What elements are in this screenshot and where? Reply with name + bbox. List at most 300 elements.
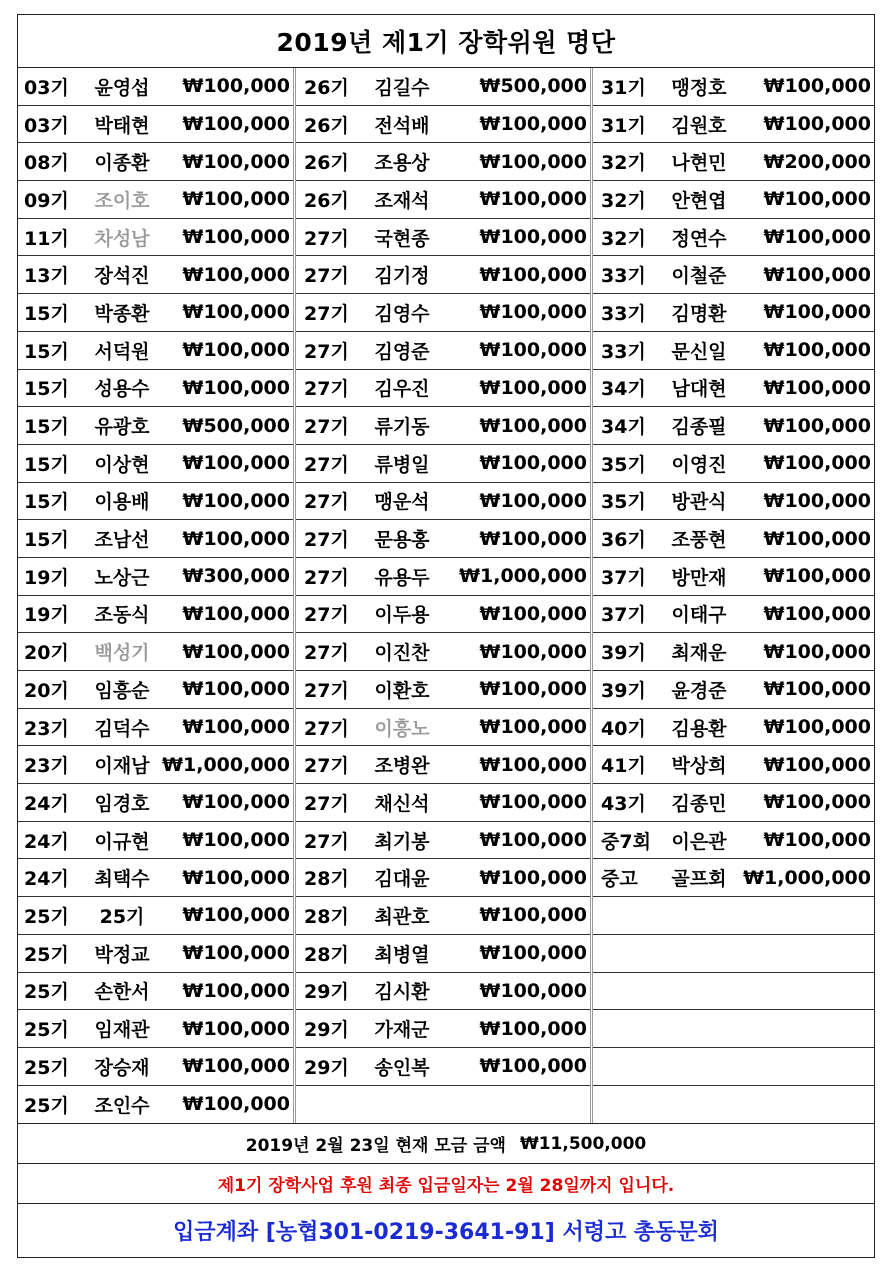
donor-generation: 26기 — [304, 114, 349, 137]
donor-row — [296, 784, 590, 822]
donor-row — [296, 106, 590, 144]
donor-name: 최택수 — [94, 868, 150, 891]
donor-amount: ₩100,000 — [763, 565, 871, 588]
donor-generation: 08기 — [24, 152, 69, 175]
donor-amount: ₩100,000 — [479, 640, 587, 663]
total-line — [18, 1124, 874, 1164]
donor-row — [18, 822, 293, 860]
donor-name: 김용환 — [671, 717, 727, 740]
donor-amount: ₩100,000 — [479, 263, 587, 286]
empty-row — [593, 973, 874, 1011]
donor-name: 유광호 — [94, 416, 150, 439]
donor-name: 임경호 — [94, 792, 150, 815]
donor-name: 문용홍 — [374, 529, 430, 552]
donor-row — [18, 332, 293, 370]
donor-row — [18, 709, 293, 747]
donor-row — [296, 370, 590, 408]
donor-row — [593, 746, 874, 784]
donor-row — [18, 219, 293, 257]
donor-name: 25기 — [99, 905, 145, 928]
donor-amount: ₩100,000 — [479, 376, 587, 399]
donor-name: 최병열 — [374, 943, 430, 966]
donor-amount: ₩100,000 — [182, 716, 290, 739]
donor-name: 방만재 — [671, 566, 727, 589]
donor-name: 송인복 — [374, 1056, 430, 1079]
donor-row — [18, 784, 293, 822]
donor-amount: ₩100,000 — [182, 942, 290, 965]
donor-name: 이환호 — [374, 679, 430, 702]
donor-amount: ₩100,000 — [479, 866, 587, 889]
donor-name: 이상현 — [94, 453, 150, 476]
donor-row — [18, 596, 293, 634]
donor-generation: 27기 — [304, 792, 349, 815]
donor-amount: ₩100,000 — [479, 942, 587, 965]
donor-generation: 15기 — [24, 302, 69, 325]
donor-amount: ₩1,000,000 — [459, 565, 587, 588]
donor-name: 조남선 — [94, 529, 150, 552]
donor-amount: ₩100,000 — [763, 188, 871, 211]
donor-row — [593, 106, 874, 144]
donor-generation: 중고 — [601, 868, 638, 891]
donor-amount: ₩100,000 — [479, 791, 587, 814]
empty-row — [593, 935, 874, 973]
donor-row — [296, 859, 590, 897]
donor-row — [18, 973, 293, 1011]
donor-amount: ₩100,000 — [763, 640, 871, 663]
donor-generation: 33기 — [601, 265, 646, 288]
donor-generation: 43기 — [601, 792, 646, 815]
donor-name: 조용상 — [374, 152, 430, 175]
donor-amount: ₩500,000 — [479, 75, 587, 98]
donor-amount: ₩100,000 — [182, 1017, 290, 1040]
donor-amount: ₩100,000 — [479, 829, 587, 852]
donor-amount: ₩100,000 — [182, 904, 290, 927]
empty-row — [593, 897, 874, 935]
donor-name: 김원호 — [671, 114, 727, 137]
donor-name: 이영진 — [671, 453, 727, 476]
donor-generation: 35기 — [601, 491, 646, 514]
donor-amount: ₩100,000 — [763, 602, 871, 625]
donor-column-3 — [590, 68, 874, 1123]
donor-generation: 03기 — [24, 76, 69, 99]
donor-amount: ₩100,000 — [479, 113, 587, 136]
donor-name: 이규현 — [94, 830, 150, 853]
donor-amount: ₩100,000 — [182, 150, 290, 173]
donor-row — [296, 822, 590, 860]
donor-amount: ₩100,000 — [182, 452, 290, 475]
donor-amount: ₩100,000 — [182, 527, 290, 550]
donor-row — [296, 219, 590, 257]
donor-row — [593, 219, 874, 257]
donor-amount: ₩1,000,000 — [162, 753, 290, 776]
donor-row — [296, 407, 590, 445]
donor-row — [18, 746, 293, 784]
donor-row — [296, 1010, 590, 1048]
donor-name: 조이호 — [94, 189, 150, 212]
donor-row — [18, 897, 293, 935]
donor-row — [18, 68, 293, 106]
donor-amount: ₩100,000 — [763, 113, 871, 136]
donor-row — [296, 332, 590, 370]
donor-row — [593, 822, 874, 860]
donor-name: 김우진 — [374, 378, 430, 401]
donor-name: 이흥노 — [374, 717, 430, 740]
donor-row — [296, 483, 590, 521]
donor-row — [18, 558, 293, 596]
donor-amount: ₩100,000 — [763, 301, 871, 324]
donor-generation: 27기 — [304, 642, 349, 665]
donor-amount: ₩100,000 — [763, 791, 871, 814]
donor-row — [593, 671, 874, 709]
donor-name: 이철준 — [671, 265, 727, 288]
donor-row — [296, 897, 590, 935]
donor-generation: 13기 — [24, 265, 69, 288]
donor-row — [593, 784, 874, 822]
donor-name: 문신일 — [671, 340, 727, 363]
empty-row — [296, 1086, 590, 1124]
donor-name: 박태현 — [94, 114, 150, 137]
donor-generation: 23기 — [24, 717, 69, 740]
donor-amount: ₩100,000 — [479, 527, 587, 550]
donor-amount: ₩100,000 — [479, 1055, 587, 1078]
donor-row — [18, 445, 293, 483]
donor-amount: ₩100,000 — [479, 753, 587, 776]
donor-name: 이용배 — [94, 491, 150, 514]
donor-row — [296, 181, 590, 219]
donor-row — [18, 256, 293, 294]
donor-generation: 39기 — [601, 642, 646, 665]
donor-row — [296, 256, 590, 294]
donor-amount: ₩100,000 — [182, 301, 290, 324]
donor-generation: 33기 — [601, 302, 646, 325]
donor-name: 서덕원 — [94, 340, 150, 363]
donor-amount: ₩100,000 — [479, 979, 587, 1002]
donor-amount: ₩100,000 — [763, 527, 871, 550]
total-label: 2019년 2월 23일 현재 모금 금액 — [245, 1136, 506, 1156]
donor-generation: 27기 — [304, 529, 349, 552]
donor-generation: 09기 — [24, 189, 69, 212]
donor-amount: ₩100,000 — [479, 301, 587, 324]
donor-name: 남대현 — [671, 378, 727, 401]
donor-name: 방관식 — [671, 491, 727, 514]
donor-row — [593, 445, 874, 483]
donor-amount: ₩100,000 — [479, 150, 587, 173]
donor-amount: ₩100,000 — [182, 489, 290, 512]
donor-generation: 27기 — [304, 340, 349, 363]
donor-row — [593, 520, 874, 558]
donor-generation: 28기 — [304, 905, 349, 928]
donor-row — [296, 68, 590, 106]
donor-name: 정연수 — [671, 227, 727, 250]
donor-row — [296, 746, 590, 784]
donor-amount: ₩100,000 — [182, 640, 290, 663]
donor-generation: 27기 — [304, 378, 349, 401]
donor-generation: 31기 — [601, 76, 646, 99]
donor-generation: 24기 — [24, 792, 69, 815]
donor-amount: ₩500,000 — [182, 414, 290, 437]
donor-name: 장석진 — [94, 265, 150, 288]
donor-name: 성용수 — [94, 378, 150, 401]
donor-name: 김시환 — [374, 981, 430, 1004]
donor-generation: 03기 — [24, 114, 69, 137]
donor-amount: ₩100,000 — [182, 1055, 290, 1078]
donor-name: 백성기 — [94, 642, 150, 665]
donor-amount: ₩100,000 — [182, 1093, 290, 1116]
donor-row — [296, 709, 590, 747]
donor-row — [18, 1010, 293, 1048]
page-title: 2019년 제1기 장학위원 명단 — [18, 15, 874, 68]
donor-name: 유용두 — [374, 566, 430, 589]
donor-generation: 39기 — [601, 679, 646, 702]
donor-name: 조풍현 — [671, 529, 727, 552]
donor-name: 골프회 — [671, 868, 727, 891]
donor-amount: ₩100,000 — [182, 263, 290, 286]
donor-row — [593, 596, 874, 634]
donor-row — [18, 294, 293, 332]
donor-row — [593, 68, 874, 106]
donor-name: 김대윤 — [374, 868, 430, 891]
donor-generation: 29기 — [304, 1056, 349, 1079]
donor-generation: 19기 — [24, 566, 69, 589]
donor-generation: 중7회 — [601, 830, 651, 853]
donor-generation: 27기 — [304, 830, 349, 853]
deadline-notice: 제1기 장학사업 후원 최종 입금일자는 2월 28일까지 입니다. — [18, 1164, 874, 1204]
donor-row — [296, 520, 590, 558]
donor-generation: 32기 — [601, 227, 646, 250]
donor-name: 전석배 — [374, 114, 430, 137]
donor-row — [18, 143, 293, 181]
donor-generation: 36기 — [601, 529, 646, 552]
donor-amount: ₩100,000 — [763, 829, 871, 852]
donor-column-1 — [18, 68, 293, 1123]
donor-generation: 27기 — [304, 491, 349, 514]
donor-generation: 25기 — [24, 1094, 69, 1117]
donor-generation: 25기 — [24, 943, 69, 966]
donor-generation: 15기 — [24, 491, 69, 514]
donor-amount: ₩100,000 — [479, 1017, 587, 1040]
donor-name: 김기정 — [374, 265, 430, 288]
donor-row — [296, 671, 590, 709]
donor-row — [593, 633, 874, 671]
donor-name: 윤경준 — [671, 679, 727, 702]
donor-generation: 27기 — [304, 227, 349, 250]
donor-name: 이두용 — [374, 604, 430, 627]
donor-generation: 27기 — [304, 453, 349, 476]
donor-amount: ₩100,000 — [182, 866, 290, 889]
donor-generation: 27기 — [304, 679, 349, 702]
donor-row — [18, 1086, 293, 1124]
donor-name: 김종필 — [671, 416, 727, 439]
donor-amount: ₩100,000 — [479, 452, 587, 475]
donor-row — [296, 294, 590, 332]
donor-name: 류기동 — [374, 416, 430, 439]
donor-generation: 27기 — [304, 416, 349, 439]
donor-generation: 34기 — [601, 378, 646, 401]
donor-row — [593, 143, 874, 181]
donor-name: 이태구 — [671, 604, 727, 627]
donor-amount: ₩100,000 — [479, 716, 587, 739]
donor-generation: 24기 — [24, 830, 69, 853]
donor-name: 김명환 — [671, 302, 727, 325]
donor-row — [296, 973, 590, 1011]
donor-name: 김길수 — [374, 76, 430, 99]
donor-generation: 40기 — [601, 717, 646, 740]
donor-name: 맹운석 — [374, 491, 430, 514]
empty-row — [593, 1086, 874, 1124]
donor-row — [18, 181, 293, 219]
donor-amount: ₩100,000 — [182, 678, 290, 701]
donor-name: 최재운 — [671, 642, 727, 665]
donor-generation: 26기 — [304, 76, 349, 99]
donor-row — [296, 935, 590, 973]
donor-row — [593, 558, 874, 596]
donor-amount: ₩100,000 — [182, 829, 290, 852]
donor-name: 박종환 — [94, 302, 150, 325]
donor-amount: ₩100,000 — [479, 414, 587, 437]
donor-generation: 23기 — [24, 755, 69, 778]
donor-generation: 37기 — [601, 604, 646, 627]
donor-name: 조동식 — [94, 604, 150, 627]
donor-row — [296, 596, 590, 634]
donor-generation: 28기 — [304, 868, 349, 891]
donor-generation: 25기 — [24, 1019, 69, 1042]
donor-row — [18, 520, 293, 558]
donor-name: 국현종 — [374, 227, 430, 250]
donor-row — [18, 935, 293, 973]
donor-name: 나현민 — [671, 152, 727, 175]
donor-name: 장승재 — [94, 1056, 150, 1079]
donor-generation: 29기 — [304, 1019, 349, 1042]
total-amount: ₩11,500,000 — [519, 1133, 647, 1154]
donor-generation: 26기 — [304, 189, 349, 212]
donor-row — [18, 106, 293, 144]
donor-row — [593, 256, 874, 294]
donor-generation: 41기 — [601, 755, 646, 778]
donor-amount: ₩100,000 — [182, 339, 290, 362]
donor-generation: 33기 — [601, 340, 646, 363]
donor-generation: 32기 — [601, 152, 646, 175]
donor-name: 이진찬 — [374, 642, 430, 665]
donor-amount: ₩100,000 — [182, 113, 290, 136]
donor-row — [296, 1048, 590, 1086]
donor-generation: 15기 — [24, 340, 69, 363]
donor-generation: 27기 — [304, 604, 349, 627]
donor-generation: 26기 — [304, 152, 349, 175]
donor-row — [296, 633, 590, 671]
donor-amount: ₩300,000 — [182, 565, 290, 588]
donor-generation: 25기 — [24, 905, 69, 928]
donor-name: 조재석 — [374, 189, 430, 212]
donor-generation: 28기 — [304, 943, 349, 966]
donor-amount: ₩100,000 — [763, 489, 871, 512]
donor-generation: 37기 — [601, 566, 646, 589]
donor-name: 이은관 — [671, 830, 727, 853]
donor-amount: ₩100,000 — [479, 188, 587, 211]
donor-generation: 27기 — [304, 717, 349, 740]
donor-generation: 11기 — [24, 227, 69, 250]
donor-amount: ₩100,000 — [182, 226, 290, 249]
donor-amount: ₩100,000 — [479, 339, 587, 362]
donor-amount: ₩100,000 — [763, 716, 871, 739]
donor-row — [296, 143, 590, 181]
donor-name: 박상희 — [671, 755, 727, 778]
donor-row — [18, 483, 293, 521]
donor-amount: ₩100,000 — [763, 414, 871, 437]
donor-generation: 20기 — [24, 679, 69, 702]
donor-name: 임흥순 — [94, 679, 150, 702]
donor-row — [593, 181, 874, 219]
donor-name: 윤영섭 — [94, 76, 150, 99]
donor-row — [18, 370, 293, 408]
donor-generation: 32기 — [601, 189, 646, 212]
donor-generation: 15기 — [24, 453, 69, 476]
empty-row — [593, 1048, 874, 1086]
donor-generation: 15기 — [24, 529, 69, 552]
donor-amount: ₩1,000,000 — [743, 866, 871, 889]
donor-name: 차성남 — [94, 227, 150, 250]
donor-amount: ₩100,000 — [763, 75, 871, 98]
donor-column-2 — [293, 68, 590, 1123]
donor-generation: 25기 — [24, 1056, 69, 1079]
donor-name: 김덕수 — [94, 717, 150, 740]
donor-name: 류병일 — [374, 453, 430, 476]
donor-name: 이재남 — [94, 755, 150, 778]
donor-generation: 20기 — [24, 642, 69, 665]
donor-amount: ₩100,000 — [763, 376, 871, 399]
donor-generation: 25기 — [24, 981, 69, 1004]
donor-name: 박정교 — [94, 943, 150, 966]
donor-amount: ₩100,000 — [763, 339, 871, 362]
donor-generation: 15기 — [24, 378, 69, 401]
donor-name: 가재군 — [374, 1019, 430, 1042]
donor-amount: ₩100,000 — [182, 979, 290, 1002]
donor-amount: ₩100,000 — [479, 678, 587, 701]
donor-grid — [18, 68, 874, 1124]
donor-amount: ₩100,000 — [479, 904, 587, 927]
donor-generation: 19기 — [24, 604, 69, 627]
donor-list-sheet — [17, 14, 875, 1258]
donor-row — [18, 859, 293, 897]
donor-name: 김영준 — [374, 340, 430, 363]
donor-row — [593, 294, 874, 332]
donor-amount: ₩100,000 — [763, 263, 871, 286]
donor-generation: 29기 — [304, 981, 349, 1004]
donor-amount: ₩200,000 — [763, 150, 871, 173]
donor-name: 안현엽 — [671, 189, 727, 212]
donor-row — [296, 558, 590, 596]
donor-generation: 35기 — [601, 453, 646, 476]
donor-amount: ₩100,000 — [479, 602, 587, 625]
donor-amount: ₩100,000 — [763, 226, 871, 249]
donor-name: 최기봉 — [374, 830, 430, 853]
donor-row — [593, 859, 874, 897]
donor-row — [18, 1048, 293, 1086]
donor-amount: ₩100,000 — [182, 791, 290, 814]
donor-row — [18, 671, 293, 709]
donor-name: 노상근 — [94, 566, 150, 589]
donor-amount: ₩100,000 — [182, 376, 290, 399]
donor-generation: 27기 — [304, 755, 349, 778]
donor-name: 조인수 — [94, 1094, 150, 1117]
donor-amount: ₩100,000 — [182, 602, 290, 625]
donor-name: 조병완 — [374, 755, 430, 778]
donor-amount: ₩100,000 — [763, 753, 871, 776]
donor-name: 맹정호 — [671, 76, 727, 99]
donor-amount: ₩100,000 — [763, 452, 871, 475]
donor-row — [593, 370, 874, 408]
donor-name: 김종민 — [671, 792, 727, 815]
donor-row — [593, 483, 874, 521]
